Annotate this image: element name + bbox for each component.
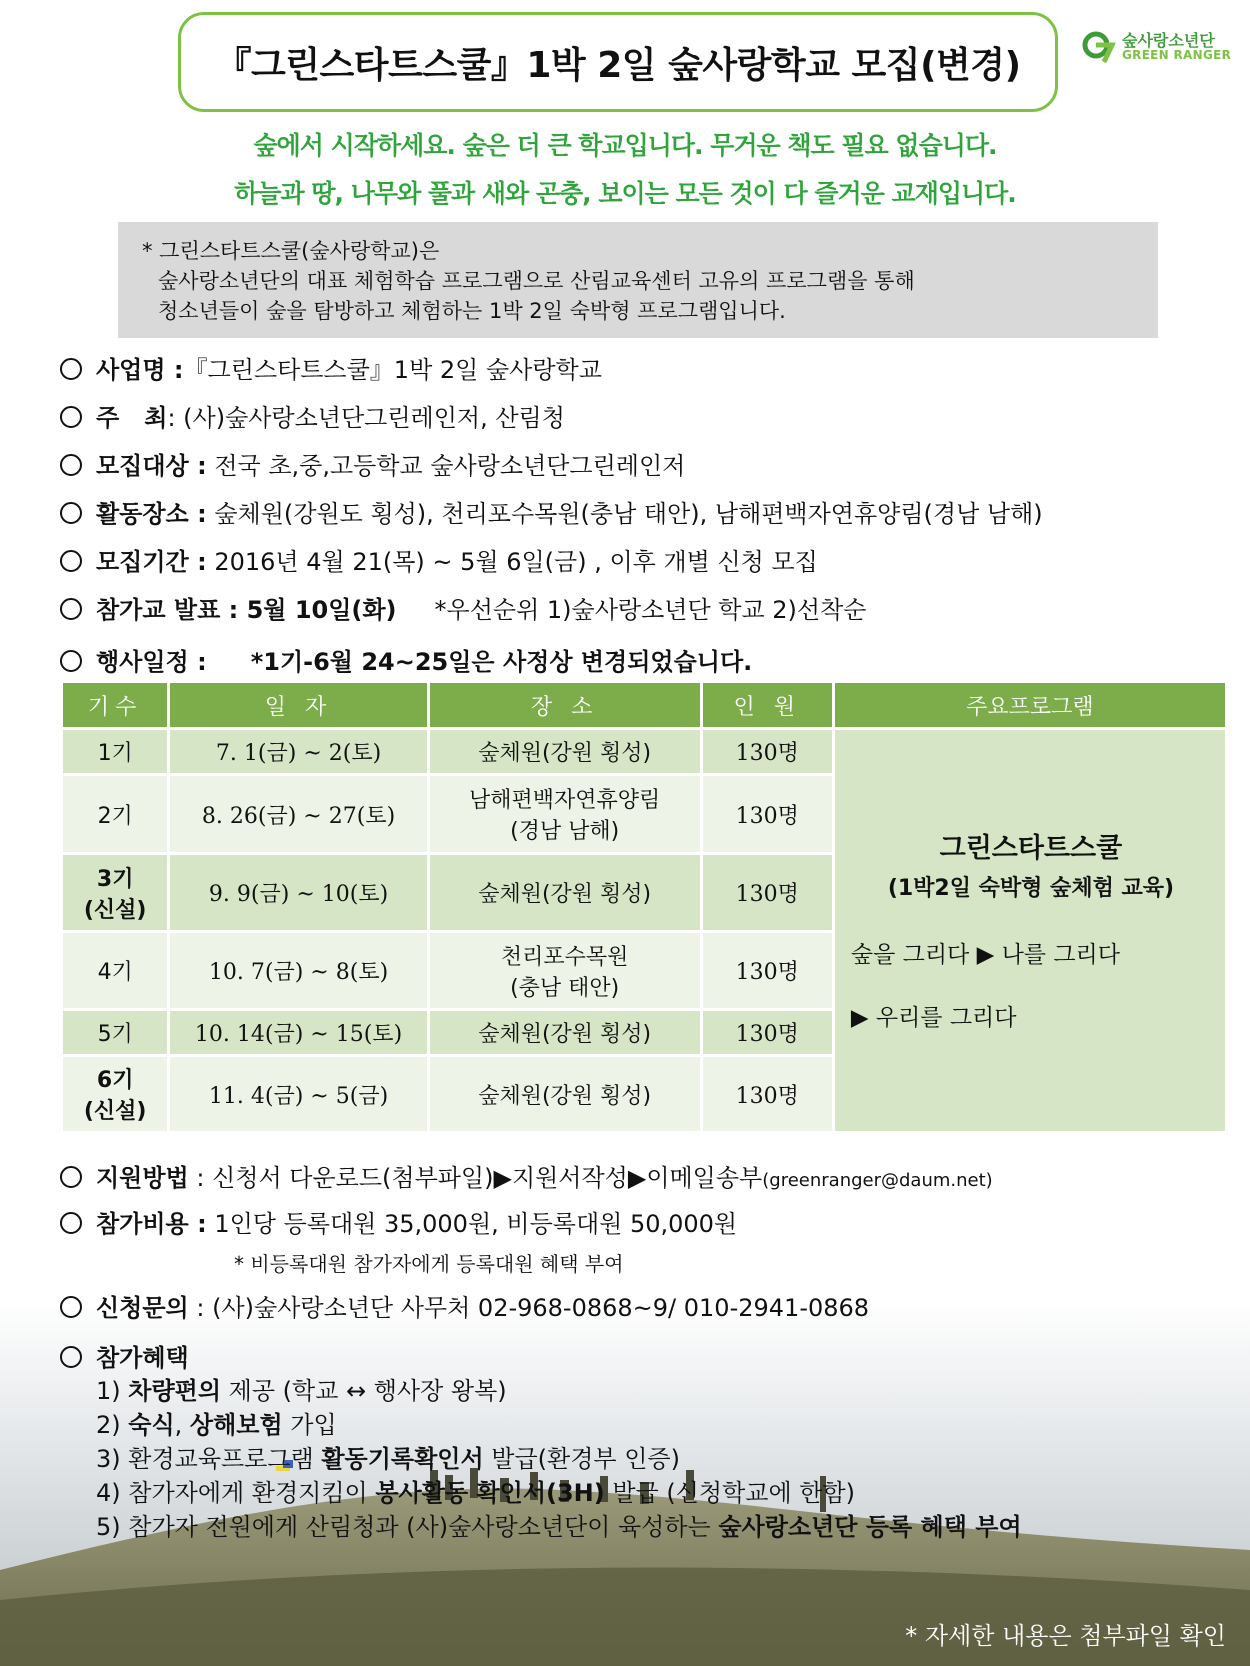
info-label: 참가혜택 — [96, 1344, 189, 1372]
info-label: 모집대상 : — [96, 452, 207, 480]
circle-bullet-icon — [60, 406, 82, 428]
program-cell — [835, 730, 1225, 1131]
circle-bullet-icon — [60, 1296, 82, 1318]
cell-place: 숲체원(강원 횡성) — [430, 1011, 700, 1054]
info-value: : (사)숲사랑소년단그린레인저, 산림청 — [167, 404, 565, 432]
cell-date: 11. 4(금) ~ 5(금) — [170, 1057, 426, 1131]
info-value: 전국 초,중,고등학교 숲사랑소년단그린레인저 — [214, 452, 686, 480]
info-label: 지원방법 — [96, 1164, 189, 1192]
place-line-2: (경남 남해) — [510, 819, 620, 844]
info-label: 활동장소 : — [96, 500, 207, 528]
info-value: : (사)숲사랑소년단 사무처 02-968-0868~9/ 010-2941-0868 — [196, 1294, 870, 1322]
cell-place: 숲체원(강원 횡성) — [430, 730, 700, 773]
info-project — [60, 350, 602, 385]
place-line-1: 남해편백자연휴양림 — [469, 788, 661, 813]
gen-label: 6기 — [96, 1068, 134, 1093]
cost-note: * 비등록대원 참가자에게 등록대원 혜택 부여 — [234, 1252, 624, 1276]
cell-gen — [63, 933, 167, 1008]
cell-count: 130명 — [703, 1011, 832, 1054]
circle-bullet-icon — [60, 358, 82, 380]
info-value: *우선순위 1)숲사랑소년단 학교 2)선착순 — [434, 596, 867, 624]
info-benefits — [60, 1338, 189, 1373]
info-contact — [60, 1288, 869, 1323]
header-count: 인 원 — [703, 683, 832, 727]
cell-date: 10. 14(금) ~ 15(토) — [170, 1011, 426, 1054]
cell-place — [430, 933, 700, 1008]
new-badge: (신설) — [83, 897, 147, 923]
table-row — [63, 730, 1225, 773]
program-line-2: ▶ 우리를 그리다 — [850, 1005, 1017, 1031]
program-title: 그린스타트스쿨 — [939, 833, 1123, 864]
cell-count: 130명 — [703, 855, 832, 930]
circle-bullet-icon — [60, 1346, 82, 1368]
cell-date: 9. 9(금) ~ 10(토) — [170, 855, 426, 930]
circle-bullet-icon — [60, 550, 82, 572]
intro-line-2: 숲사랑소년단의 대표 체험학습 프로그램으로 산림교육센터 고유의 프로그램을 통해 — [158, 269, 915, 293]
info-cost — [60, 1204, 737, 1239]
cell-date: 10. 7(금) ~ 8(토) — [170, 933, 426, 1008]
circle-bullet-icon — [60, 1166, 82, 1188]
circle-bullet-icon — [60, 650, 82, 672]
place-line-2: (충남 태안) — [510, 975, 620, 1001]
info-value: : 신청서 다운로드(첨부파일)▶지원서작성▶이메일송부 — [196, 1164, 763, 1192]
info-label: 참가비용 : — [96, 1210, 207, 1238]
list-item: 1) 차량편의 제공 (학교 ↔ 행사장 왕복) — [96, 1377, 507, 1405]
intro-line-1: * 그린스타트스쿨(숲사랑학교)은 — [142, 239, 440, 263]
schedule-table — [60, 680, 1228, 1134]
cell-count: 130명 — [703, 933, 832, 1008]
header-place: 장 소 — [430, 683, 700, 727]
title-box — [178, 12, 1058, 112]
info-label: 주 최 — [96, 404, 168, 432]
intro-box — [118, 222, 1158, 338]
cell-place — [430, 776, 700, 852]
cell-gen — [63, 730, 167, 773]
cell-date: 8. 26(금) ~ 27(토) — [170, 776, 426, 852]
info-label: 신청문의 — [96, 1294, 189, 1322]
cell-gen — [63, 776, 167, 852]
cell-place: 숲체원(강원 횡성) — [430, 855, 700, 930]
list-item: 5) 참가자 전원에게 산림청과 (사)숲사랑소년단이 육성하는 숲사랑소년단 등록 혜택 부여 — [96, 1513, 1022, 1541]
info-label: 참가교 발표 : 5월 10일(화) — [96, 596, 397, 624]
info-host — [60, 398, 565, 433]
cell-count: 130명 — [703, 776, 832, 852]
cell-gen — [63, 1057, 167, 1131]
list-item: 3) 환경교육프로그램 활동기록확인서 발급(환경부 인증) — [96, 1445, 680, 1473]
logo-english: GREEN RANGER — [1122, 48, 1232, 62]
list-item: 4) 참가자에게 환경지킴이 봉사활동 확인서(3H) 발급 (신청학교에 한함) — [96, 1479, 856, 1507]
cell-gen — [63, 1011, 167, 1054]
header-gen: 기수 — [63, 683, 167, 727]
info-period — [60, 542, 818, 577]
gen-label: 1기 — [97, 741, 133, 766]
program-subtitle: (1박2일 숙박형 숲체험 교육) — [887, 876, 1175, 901]
place-line-1: 천리포수목원 — [500, 944, 629, 970]
info-target — [60, 446, 685, 481]
info-value: 숲체원(강원도 횡성), 천리포수목원(충남 태안), 남해편백자연휴양림(경남 남해) — [214, 500, 1043, 528]
gen-label: 5기 — [97, 1022, 133, 1047]
info-schedule — [60, 642, 752, 677]
footnote: * 자세한 내용은 첨부파일 확인 — [905, 1622, 1226, 1650]
program-line-1: 숲을 그리다 ▶ 나를 그리다 — [850, 942, 1120, 968]
info-announce — [60, 590, 866, 625]
gen-label: 2기 — [97, 803, 133, 829]
gen-label: 4기 — [97, 960, 133, 985]
cell-count: 130명 — [703, 1057, 832, 1131]
header-date: 일 자 — [170, 683, 426, 727]
info-method — [60, 1158, 993, 1193]
circle-bullet-icon — [60, 598, 82, 620]
intro-line-3: 청소년들이 숲을 탐방하고 체험하는 1박 2일 숙박형 프로그램입니다. — [158, 299, 786, 323]
circle-bullet-icon — [60, 454, 82, 476]
info-value: 2016년 4월 21(목) ~ 5월 6일(금) , 이후 개별 신청 모집 — [214, 548, 818, 576]
header-program: 주요프로그램 — [835, 683, 1225, 727]
info-place — [60, 494, 1043, 529]
page-title: 『그린스타트스쿨』1박 2일 숲사랑학교 모집(변경) — [215, 44, 1021, 86]
cell-place: 숲체원(강원 횡성) — [430, 1057, 700, 1131]
email-address: (greenranger@daum.net) — [762, 1170, 993, 1191]
info-label: 사업명 : — [96, 356, 184, 384]
list-item: 2) 숙식, 상해보험 가입 — [96, 1411, 337, 1439]
circle-bullet-icon — [60, 1212, 82, 1234]
benefits-list — [96, 1374, 1022, 1544]
info-value: *1기-6월 24~25일은 사정상 변경되었습니다. — [250, 648, 753, 676]
new-badge: (신설) — [83, 1099, 147, 1124]
slogan-line-2: 하늘과 땅, 나무와 풀과 새와 곤충, 보이는 모든 것이 다 즐거운 교재입니다. — [234, 179, 1016, 208]
slogan-line-1: 숲에서 시작하세요. 숲은 더 큰 학교입니다. 무거운 책도 필요 없습니다. — [253, 131, 997, 160]
cell-gen — [63, 855, 167, 930]
info-value: 1인당 등록대원 35,000원, 비등록대원 50,000원 — [214, 1210, 738, 1238]
info-label: 행사일정 : — [96, 648, 207, 676]
table-header-row — [63, 683, 1225, 727]
info-label: 모집기간 : — [96, 548, 207, 576]
info-value: 『그린스타트스쿨』1박 2일 숲사랑학교 — [183, 356, 602, 384]
logo-mark-icon — [1082, 30, 1116, 64]
gen-label: 3기 — [96, 866, 134, 892]
green-ranger-logo — [1082, 28, 1242, 68]
logo-name: 숲사랑소년단 — [1122, 31, 1215, 50]
cell-date: 7. 1(금) ~ 2(토) — [170, 730, 426, 773]
circle-bullet-icon — [60, 502, 82, 524]
cell-count: 130명 — [703, 730, 832, 773]
